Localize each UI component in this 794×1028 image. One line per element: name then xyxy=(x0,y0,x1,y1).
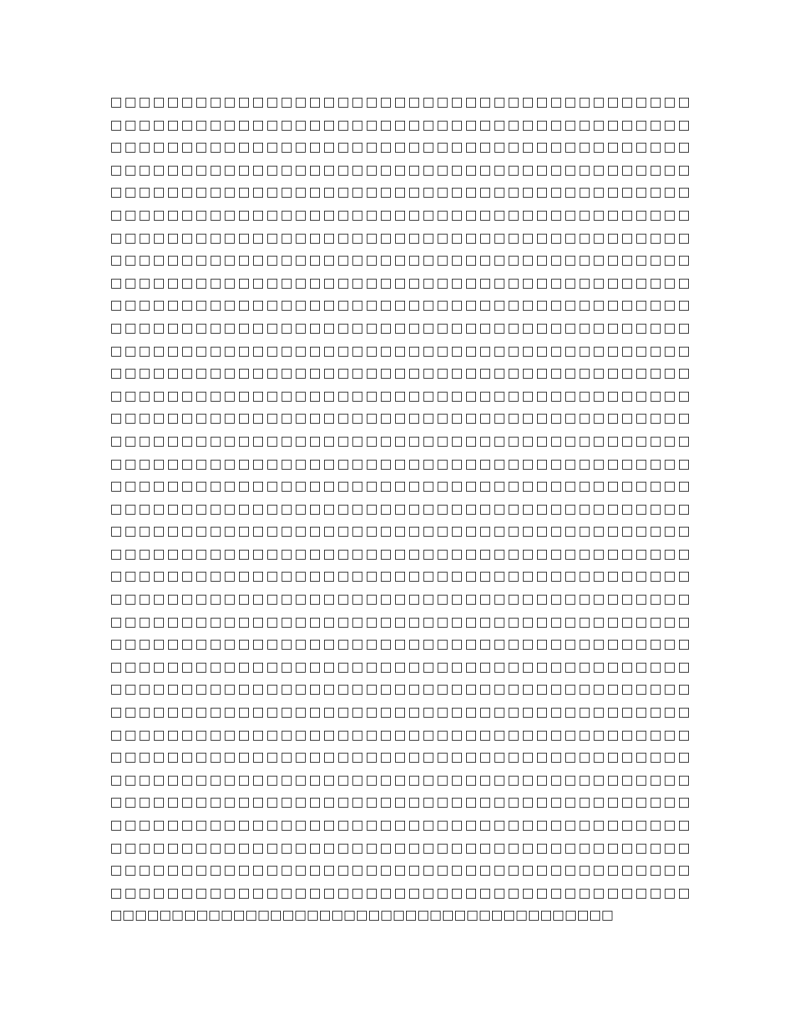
text-line: □□□□□□□□□□□□□□□□□□□□□□□□□□□□□□□□□□□□□□□□□ xyxy=(110,230,690,246)
text-line: □□□□□□□□□□□□□□□□□□□□□□□□□□□□□□□□□□□□□□□□□ xyxy=(110,908,614,924)
text-line: □□□□□□□□□□□□□□□□□□□□□□□□□□□□□□□□□□□□□□□□□ xyxy=(110,592,690,608)
text-line: □□□□□□□□□□□□□□□□□□□□□□□□□□□□□□□□□□□□□□□□□ xyxy=(110,501,690,517)
text-line: □□□□□□□□□□□□□□□□□□□□□□□□□□□□□□□□□□□□□□□□□ xyxy=(110,162,690,178)
text-line: □□□□□□□□□□□□□□□□□□□□□□□□□□□□□□□□□□□□□□□□□ xyxy=(110,840,690,856)
text-line: □□□□□□□□□□□□□□□□□□□□□□□□□□□□□□□□□□□□□□□□□ xyxy=(110,117,690,133)
text-line: □□□□□□□□□□□□□□□□□□□□□□□□□□□□□□□□□□□□□□□□□ xyxy=(110,456,690,472)
text-line: □□□□□□□□□□□□□□□□□□□□□□□□□□□□□□□□□□□□□□□□□ xyxy=(110,411,690,427)
text-line: □□□□□□□□□□□□□□□□□□□□□□□□□□□□□□□□□□□□□□□□□ xyxy=(110,388,690,404)
text-line: □□□□□□□□□□□□□□□□□□□□□□□□□□□□□□□□□□□□□□□□□ xyxy=(110,524,690,540)
text-line: □□□□□□□□□□□□□□□□□□□□□□□□□□□□□□□□□□□□□□□□□ xyxy=(110,95,690,110)
text-line: □□□□□□□□□□□□□□□□□□□□□□□□□□□□□□□□□□□□□□□□□ xyxy=(110,682,690,698)
text-line: □□□□□□□□□□□□□□□□□□□□□□□□□□□□□□□□□□□□□□□□□ xyxy=(110,772,690,788)
text-line: □□□□□□□□□□□□□□□□□□□□□□□□□□□□□□□□□□□□□□□□□ xyxy=(110,275,690,291)
text-line: □□□□□□□□□□□□□□□□□□□□□□□□□□□□□□□□□□□□□□□□□ xyxy=(110,207,690,223)
text-line: □□□□□□□□□□□□□□□□□□□□□□□□□□□□□□□□□□□□□□□□□ xyxy=(110,863,690,879)
text-line: □□□□□□□□□□□□□□□□□□□□□□□□□□□□□□□□□□□□□□□□□ xyxy=(110,366,690,382)
body-text xyxy=(110,92,690,928)
text-line: □□□□□□□□□□□□□□□□□□□□□□□□□□□□□□□□□□□□□□□□□ xyxy=(110,569,690,585)
text-line: □□□□□□□□□□□□□□□□□□□□□□□□□□□□□□□□□□□□□□□□□ xyxy=(110,253,690,269)
text-line: □□□□□□□□□□□□□□□□□□□□□□□□□□□□□□□□□□□□□□□□□ xyxy=(110,185,690,201)
text-line: □□□□□□□□□□□□□□□□□□□□□□□□□□□□□□□□□□□□□□□□□ xyxy=(110,320,690,336)
text-line: □□□□□□□□□□□□□□□□□□□□□□□□□□□□□□□□□□□□□□□□□ xyxy=(110,614,690,630)
paragraph xyxy=(110,92,690,928)
text-line: □□□□□□□□□□□□□□□□□□□□□□□□□□□□□□□□□□□□□□□□□ xyxy=(110,546,690,562)
text-line: □□□□□□□□□□□□□□□□□□□□□□□□□□□□□□□□□□□□□□□□□ xyxy=(110,705,690,721)
text-line: □□□□□□□□□□□□□□□□□□□□□□□□□□□□□□□□□□□□□□□□□ xyxy=(110,750,690,766)
text-line: □□□□□□□□□□□□□□□□□□□□□□□□□□□□□□□□□□□□□□□□□ xyxy=(110,659,690,675)
text-line: □□□□□□□□□□□□□□□□□□□□□□□□□□□□□□□□□□□□□□□□□ xyxy=(110,885,690,901)
text-line: □□□□□□□□□□□□□□□□□□□□□□□□□□□□□□□□□□□□□□□□□ xyxy=(110,637,690,653)
text-line: □□□□□□□□□□□□□□□□□□□□□□□□□□□□□□□□□□□□□□□□□ xyxy=(110,433,690,449)
text-line: □□□□□□□□□□□□□□□□□□□□□□□□□□□□□□□□□□□□□□□□□ xyxy=(110,479,690,495)
text-line: □□□□□□□□□□□□□□□□□□□□□□□□□□□□□□□□□□□□□□□□□ xyxy=(110,343,690,359)
text-line: □□□□□□□□□□□□□□□□□□□□□□□□□□□□□□□□□□□□□□□□□ xyxy=(110,818,690,833)
text-line: □□□□□□□□□□□□□□□□□□□□□□□□□□□□□□□□□□□□□□□□□ xyxy=(110,795,690,811)
text-line: □□□□□□□□□□□□□□□□□□□□□□□□□□□□□□□□□□□□□□□□□ xyxy=(110,727,690,743)
text-line: □□□□□□□□□□□□□□□□□□□□□□□□□□□□□□□□□□□□□□□□□ xyxy=(110,298,690,314)
text-line: □□□□□□□□□□□□□□□□□□□□□□□□□□□□□□□□□□□□□□□□□ xyxy=(110,140,690,156)
